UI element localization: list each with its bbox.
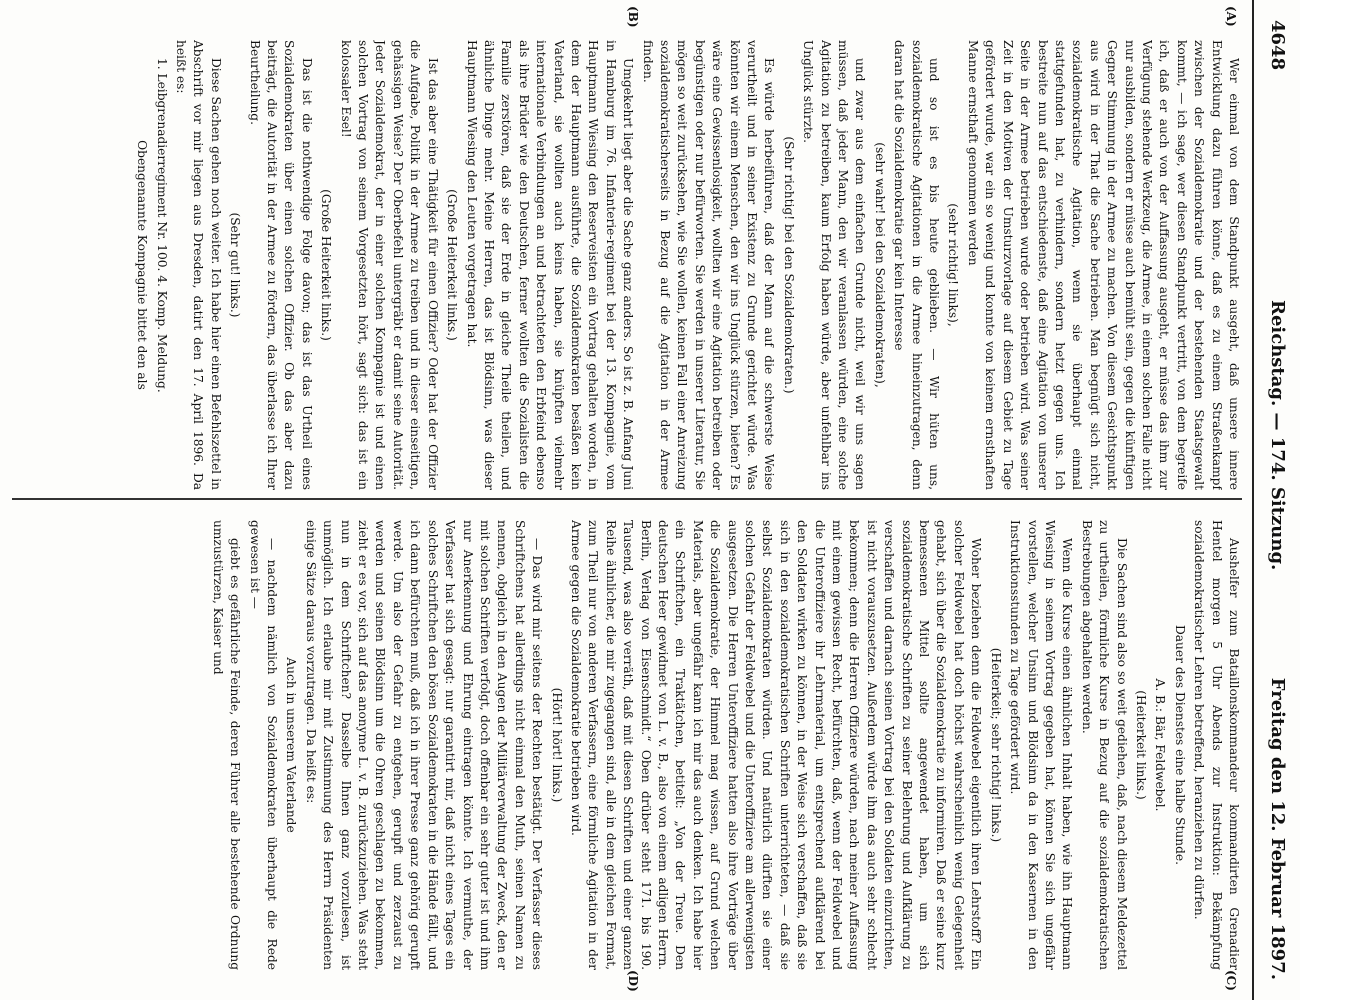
paragraph: (Heiterkeit; sehr richtig! links.) xyxy=(988,647,1003,843)
session-title: Reichstag. — 174. Sitzung. xyxy=(1267,300,1288,571)
margin-marker-b: (B) xyxy=(626,6,640,28)
paragraph: (Große Heiterkeit links.) xyxy=(445,189,460,341)
margin-marker-d: (D) xyxy=(626,970,640,992)
paragraph: (sehr wahr! bei den Sozialdemokraten), xyxy=(872,142,887,388)
paragraph: Auch in unserem Vaterlande xyxy=(284,657,299,833)
paragraph: (Sehr gut! links.) xyxy=(228,212,243,318)
paragraph: 1. Leibgrenadierregiment Nr. 100. 4. Komp. Meldung. xyxy=(154,58,169,393)
page-number: 4648 xyxy=(1267,20,1288,71)
paragraph: Es würde herbeiführen, daß der Mann auf die schwerste Weise verurtheilt und in seiner Existenz zu Grunde gerichtet würde. Was könnten wir einem Menschen, den wir ins Unglück stürzen, bieten? Es wäre eine Gewissenlosigkeit, wollten wir eine Agitation betreiben oder begünstigen oder nur befürworten. Sie werden in unserer Literatur, Sie mögen so weit zurücksehen, wie Sie wollen, keinen Fall einer Anreizung sozialdemokratischerseits in Bezug auf die Agitation in der Armee finden. xyxy=(640,40,777,490)
column-divider xyxy=(12,498,1242,500)
paragraph: giebt es gefährliche Feinde, deren Führer alle bestehende Ordnung umzustürzen, Kaiser und xyxy=(210,520,243,970)
paragraph: (Sehr richtig! bei den Sozialdemokraten.) xyxy=(781,136,796,394)
paragraph: Diese Sachen gehen noch weiter. Ich habe hier einen Befehlszettel in Abschrift vor mir liegen aus Dresden, datirt den 17. April 1896. Da heißt es: xyxy=(174,40,223,490)
paragraph: A. B.: Bär, Feldwebel. xyxy=(1153,678,1168,812)
right-column xyxy=(12,520,1242,970)
paragraph: Die Sachen sind also so weit gediehen, daß, nach diesem Meldezettel zu urtheilen, förmliche Kurse in Bezug auf die sozialdemokratischen Bestrebungen abgehalten werden. xyxy=(1079,520,1129,970)
paragraph: (Hört! hört! links.) xyxy=(549,687,564,803)
paragraph: Wer einmal von dem Standpunkt ausgeht, daß unsere innere Entwicklung dazu führen könne, daß es zu einem Straßenkampf zwischen der Sozialdemokratie und der bestehenden Staatsgewalt kommt, — ich sage, wer diesen Standpunkt vertritt, von dem begreife ich, daß er auch von der Auffassung ausgeht, er müsse das ihm zur Verfügung stehende Werkzeug, die Armee, in einem solchen Falle nicht nur ausbilden, sondern er müsse auch bemüht sein, gegen die künftigen Gegner Stimmung in der Armee zu machen. Von diesem Gesichtspunkt aus wird in der That die Sache betrieben. Man begnügt sich nicht, sozialdemokratische Agitation, wenn sie überhaupt einmal stattgefunden hat, zu verhindern, sondern hetzt gegen uns. Ich bestreite nun auf das entschiedenste, daß eine Agitation von unserer Seite in der Armee betrieben wurde oder betrieben wird. Was seiner Zeit in den Motiven der Umsturzvorlage auf diesem Gebiet zu Tage gefördert wurde, war ein so wenig und konnte von keinem ernsthaften Manne ernsthaft genommen werden xyxy=(965,40,1241,490)
page-header xyxy=(1252,0,1300,1000)
paragraph: Dauer des Dienstes eine halbe Stunde. xyxy=(1172,625,1187,865)
paragraph: und zwar aus dem einfachen Grunde nicht, weil wir uns sagen müssen, daß jeder Mann, den wir veranlassen würden, eine solche Agitation zu betreiben, kaum Erfolg haben würde, aber unfehlbar ins Unglück stürzte. xyxy=(801,40,868,490)
paragraph: Das ist die nothwendige Folge davon; das ist das Urtheil eines Sozialdemokraten über einen solchen Offizier. Ob das aber dazu beiträgt, die Autorität in der Armee zu fördern, das überlasse ich Ihrer Beurtheilung. xyxy=(247,40,314,490)
paragraph: Umgekehrt liegt aber die Sache ganz anders. So ist z. B. Anfang Juni in Hamburg im 76. Infanterie-regiment bei der 13. Kompagnie, vom Hauptmann Wiesing den Reserveisten ein Vortrag gehalten worden, in dem der Hauptmann ausführte, die Sozialdemokraten besäßen kein Vaterland, sie wollten auch keins haben, sie knüpften vielmehr internationale Verbindungen an und betrachteten den Erbfeind ebenso als ihre Brüder wie den Deutschen, ferner wollten die Sozialisten die Familie zerstören, daß sie der Erde in gleiche Theile theilen, und ähnliche Dinge mehr. Meine Herren, das ist Blödsinn, was dieser Hauptmann Wiesing den Leuten vorgetragen hat. xyxy=(464,40,636,490)
paragraph: Aushelfer zum Bataillonskommandeur kommandirten Grenadier Hentel morgen 5 Uhr Abends zur Instruktion: Bekämpfung sozialdemokratischer Lehren betreffend, heranziehen zu dürfen. xyxy=(1192,520,1241,970)
paragraph: — nachdem nämlich von Sozialdemokraten überhaupt die Rede gewesen ist — xyxy=(247,520,280,970)
margin-marker-a: (A) xyxy=(1224,6,1238,27)
paragraph: (Heiterkeit links.) xyxy=(1133,690,1148,800)
paragraph: Ist das aber eine Thätigkeit für einen Offizier? Oder hat der Offizier die Aufgabe, Politik in der Armee zu treiben und in dieser einseitigen, gehässigen Weise? Der Oberbefehl untergräbt er damit seine Autorität. Jeder Sozialdemokrat, der in einer solchen Kompagnie ist und einen solchen Vortrag von seinem Vorgesetzten hört, sagt sich: das ist ein kolossaler Esel! xyxy=(338,40,440,490)
paragraph: — Das wird mir seitens der Rechten bestätigt. Der Verfasser dieses Schriftchens hat allerdings nicht einmal den Muth, seinen Namen zu nennen, obgleich in den Augen der Militärverwaltung der Zweck, den er mit solchen Schriften verfolgt, doch offenbar ein sehr guter ist und ihm nur Anerkennung und Ehrung eintragen könnte. Ich vermuthe, der Verfasser hat sich gesagt: nur garantirt mir, daß nicht eines Tages ein solches Schriftchen den bösen Sozialdemokraten in die Hände fällt, und ich dann befürchten muß, daß ich in ihrer Presse ganz gehörig gerupft werde. Um also der Gefahr zu entgehen, gerupft und zerzaust zu werden und seinen Blödsinn um die Ohren geschlagen zu bekommen, zieht er es vor, sich auf das anonyme L. v. B. zurückzuziehen. Was steht nun in dem Schriftchen? Dasselbe Ihnen ganz vorzulesen, ist unmöglich. Ich erlaube mir mit Zustimmung des Herrn Präsidenten einige Sätze daraus vorzutragen. Da heißt es: xyxy=(303,520,545,970)
margin-marker-c: (C) xyxy=(1224,970,1238,991)
paragraph: und so ist es bis heute geblieben. — Wir hüten uns, sozialdemokratische Agitationen in die Armee hineinzutragen, denn daran hat die Sozialdemokratie gar kein Interesse xyxy=(892,40,942,490)
paragraph: Obengenannte Kompagnie bittet den als xyxy=(135,140,150,390)
paragraph: (sehr richtig! links), xyxy=(946,203,961,327)
paragraph: Wenn die Kurse einen ähnlichen Inhalt haben, wie ihn Hauptmann Wiesing in seinem Vortrag gegeben hat, können Sie sich ungefähr vorstellen, welcher Unsinn und Blödsinn da in den Kasernen in den Instruktionsstunden zu Tage gefördert wird. xyxy=(1008,520,1075,970)
session-date: Freitag den 12. Februar 1897. xyxy=(1267,677,1288,980)
paragraph: Woher beziehen denn die Feldwebel eigentlich ihren Lehrstoff? Ein solcher Feldwebel hat doch höchst wahrscheinlich wenig Gelegenheit gehabt, sich über die Sozialdemokratie zu informiren. Daß er seine kurz bemessenen Mittel sollte angewendet haben, um sich sozialdemokratische Schriften zu seiner Belehrung und Aufklärung zu verschaffen und darnach seinen Vortrag bei den Soldaten einzurichten, ist nicht vorauszusetzen. Außerdem würde ihm das auch sehr schlecht bekommen; denn die Herren Offiziere würden, nach meiner Auffassung mit einem gewissen Recht, befürchten, daß, wenn der Feldwebel und die Unteroffiziere ihr Lehrmaterial, um entsprechend aufklärend bei den Soldaten wirken zu können, in der Weise sich verschaffen, daß sie sich in den sozialdemokratischen Schriften unterrichteten, — daß sie selbst Sozialdemokraten würden. Und natürlich dürften sie einer solchen Gefahr der Feldwebel und die Unteroffiziere am allerwenigsten ausgesetzen. Die Herren Unteroffiziere hatten also ihre Vorträge über die Sozialdemokratie, der Himmel mag wissen, auf Grund welchen Materials, aber ungefähr kann ich mir das auch denken. Ich habe hier ein Schriftchen, ein Traktätchen, betitelt: „Von der Treue. Den deutschen Heer gewidmet von L. v. B., also von einem adligen Herrn. Berlin, Verlag von Eisenschmidt.“ Oben drüber steht 171. bis 190. Tausend, was also verräth, daß mit diesen Schriften und einer ganzen Reihe ähnlicher, die mir zugegangen sind, alle in dem gleichen Format, zum Theil nur von anderen Verfassern, eine förmliche Agitation in der Armee gegen die Sozialdemokratie betrieben wird. xyxy=(568,520,984,970)
left-column xyxy=(12,40,1242,490)
paragraph: (Große Heiterkeit links.) xyxy=(319,189,334,341)
